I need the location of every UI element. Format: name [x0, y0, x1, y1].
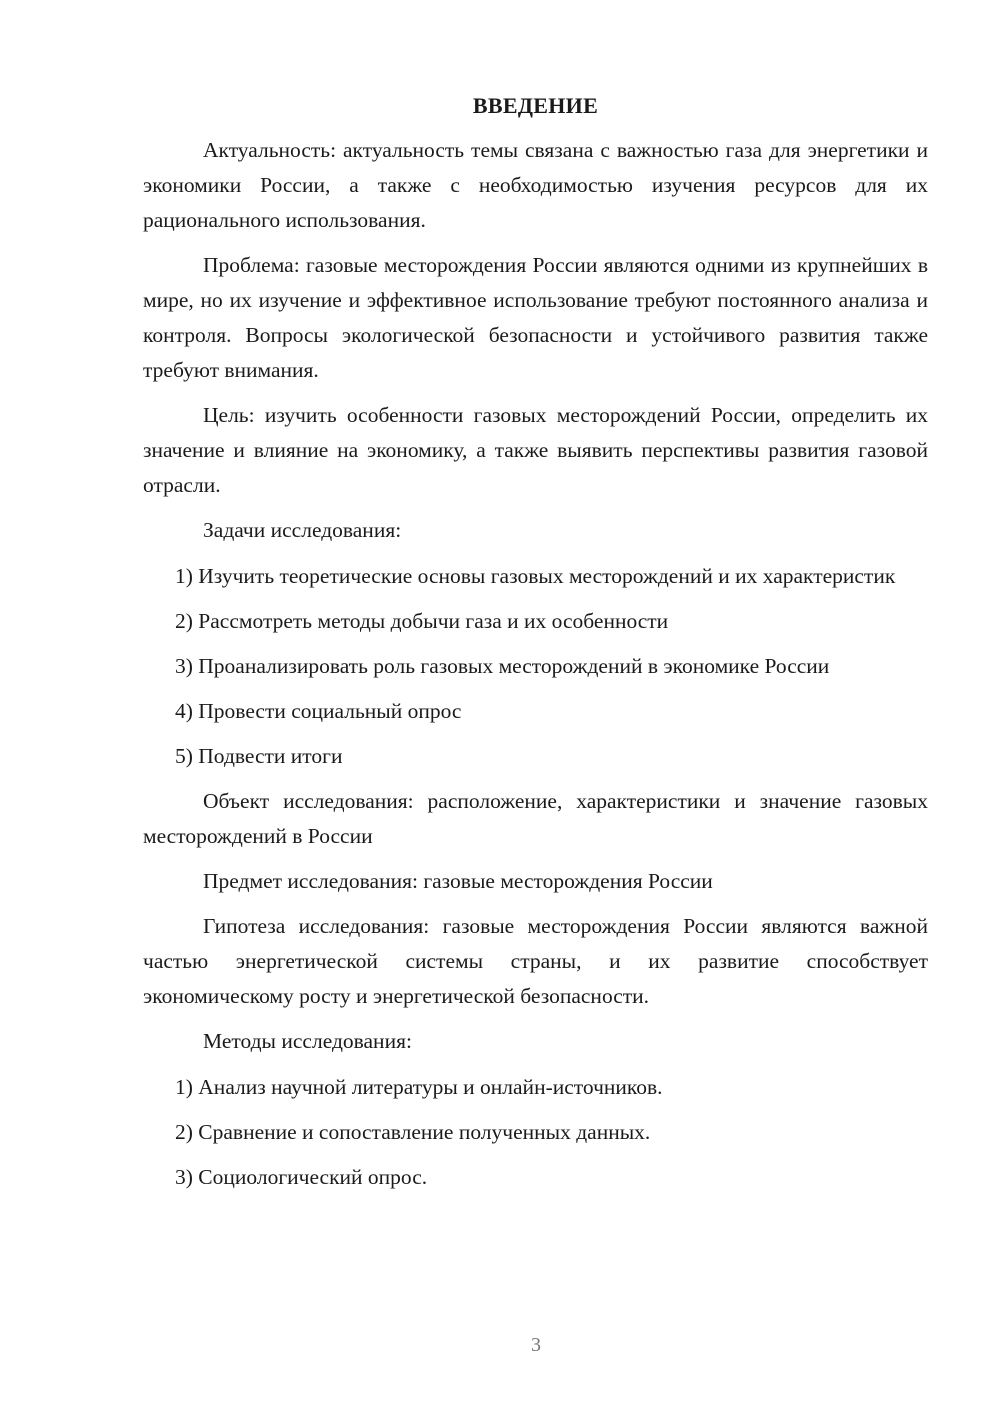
object-paragraph: Объект исследования: расположение, характеристики и значение газовых месторождений в России [143, 789, 928, 848]
methods-heading: Методы исследования: [203, 1029, 412, 1053]
method-item-1: 1) Анализ научной литературы и онлайн-источников. [175, 1075, 663, 1099]
page-content [143, 93, 928, 1205]
subject-paragraph: Предмет исследования: газовые месторождения России [203, 869, 713, 893]
hypothesis-paragraph: Гипотеза исследования: газовые месторождения России являются важной частью энергетической системы страны, и их развитие способствует экономическому росту и энергетической безопасности. [143, 914, 928, 1008]
method-item-2: 2) Сравнение и сопоставление полученных данных. [175, 1120, 651, 1144]
task-item-1: 1) Изучить теоретические основы газовых месторождений и их характеристик [175, 564, 896, 588]
page-number: 3 [531, 1334, 541, 1356]
tasks-heading: Задачи исследования: [203, 518, 402, 542]
page-title: ВВЕДЕНИЕ [472, 93, 599, 118]
problem-paragraph: Проблема: газовые месторождения России являются одними из крупнейших в мире, но их изучение и эффективное использование требуют постоянного анализа и контроля. Вопросы экологической безопасности и устойчивого развития также требуют внимания. [143, 253, 928, 382]
goal-paragraph: Цель: изучить особенности газовых месторождений России, определить их значение и влияние на экономику, а также выявить перспективы развития газовой отрасли. [143, 403, 928, 497]
task-item-4: 4) Провести социальный опрос [175, 699, 462, 723]
method-item-3: 3) Социологический опрос. [175, 1165, 428, 1189]
task-item-5: 5) Подвести итоги [175, 744, 343, 768]
task-item-2: 2) Рассмотреть методы добычи газа и их особенности [175, 609, 669, 633]
task-item-3: 3) Проанализировать роль газовых месторождений в экономике России [175, 654, 830, 678]
relevance-paragraph: Актуальность: актуальность темы связана с важностью газа для энергетики и экономики России, а также с необходимостью изучения ресурсов для их рационального использования. [143, 138, 928, 232]
